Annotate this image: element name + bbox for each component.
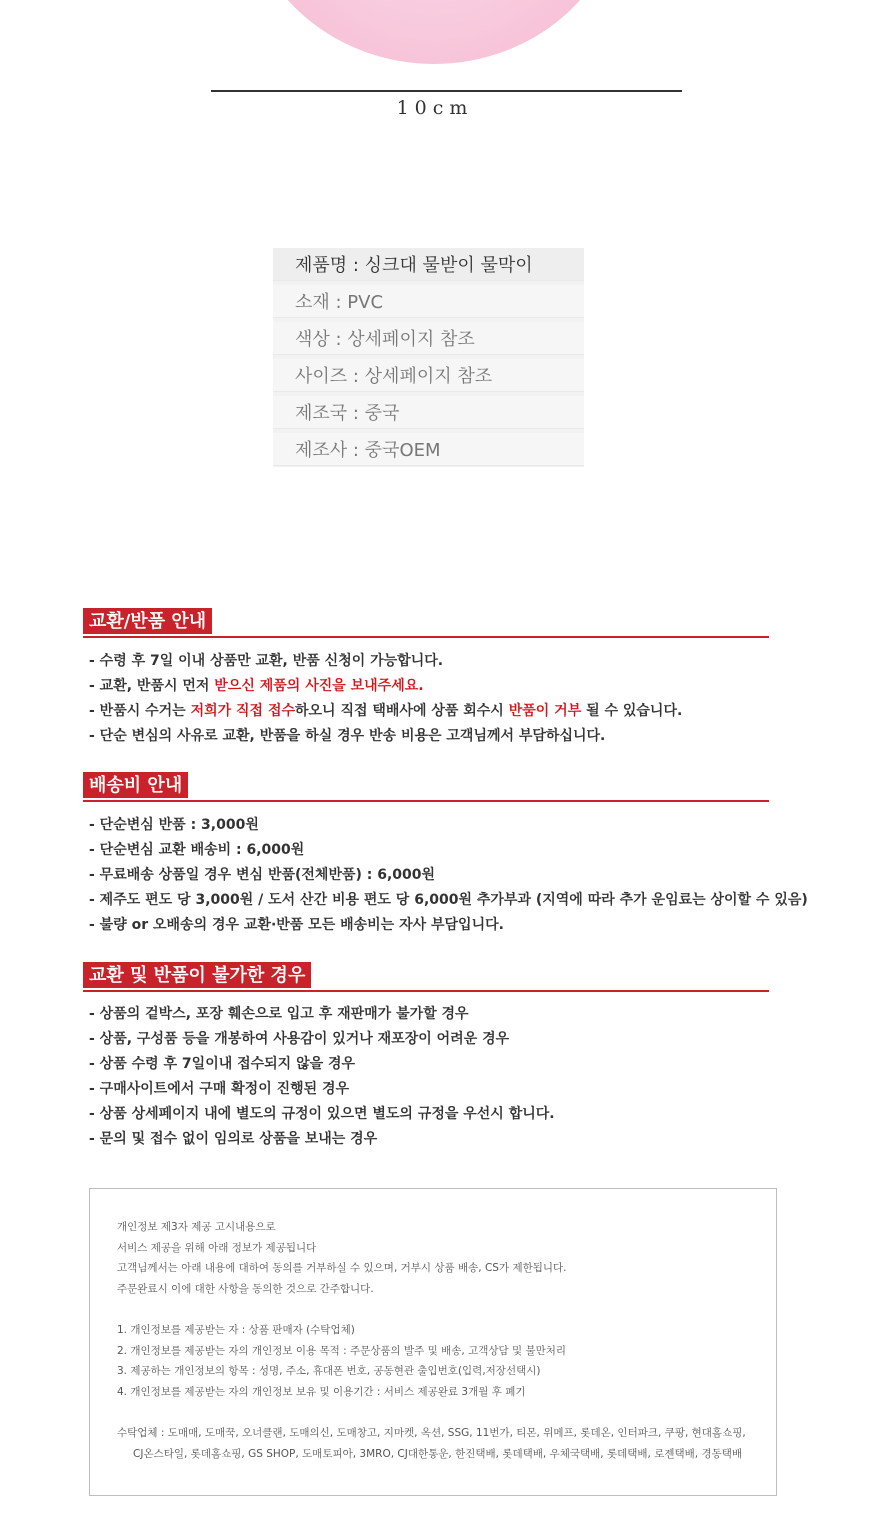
notice-list-item [89, 1052, 555, 1077]
list-text: - 수령 후 7일 이내 상품만 교환, 반품 신청이 가능합니다. [89, 653, 444, 669]
impossible-section-header [83, 962, 769, 992]
shipping-section-header [83, 772, 769, 802]
list-text: - 단순변심 교환 배송비 : 6,000원 [89, 842, 305, 858]
spec-row-material: 소재 : PVC [273, 285, 584, 318]
highlight-text: 반품이 거부 [508, 703, 582, 719]
notice-list-item [89, 649, 682, 674]
privacy-item: 1. 개인정보를 제공받는 자 : 상품 판매자 (수탁업체) [117, 1323, 355, 1336]
shipping-section-title: 배송비 안내 [83, 772, 188, 798]
exchange-section-title: 교환/반품 안내 [83, 608, 212, 634]
notice-list-item [89, 838, 808, 863]
privacy-intro-line: 주문완료시 이에 대한 사항을 동의한 것으로 간주합니다. [117, 1282, 374, 1295]
spec-table [273, 248, 584, 467]
privacy-notice-text [117, 1217, 746, 1464]
spec-row-size: 사이즈 : 상세페이지 참조 [273, 359, 584, 392]
list-text: - 제주도 편도 당 3,000원 / 도서 산간 비용 편도 당 6,000원 추가부과 (지역에 따라 추가 운임료는 상이할 수 있음) [89, 892, 808, 908]
shipping-list [89, 813, 808, 938]
privacy-item: 3. 제공하는 개인정보의 항목 : 성명, 주소, 휴대폰 번호, 공동현관 출입번호(입력,저장선택시) [117, 1365, 541, 1378]
notice-list-item [89, 724, 682, 749]
product-image-partial [242, 0, 626, 64]
spec-row-name: 제품명 : 싱크대 물받이 물막이 [273, 248, 584, 281]
list-text: - 문의 및 접수 없이 임의로 상품을 보내는 경우 [89, 1131, 378, 1147]
list-text: - 구매사이트에서 구매 확정이 진행된 경우 [89, 1081, 350, 1097]
privacy-intro-line: 고객님께서는 아래 내용에 대하여 동의를 거부하실 수 있으며, 거부시 상품 배송, CS가 제한됩니다. [117, 1262, 567, 1275]
notice-list-item [89, 674, 682, 699]
list-text: - 상품의 겉박스, 포장 훼손으로 입고 후 재판매가 불가할 경우 [89, 1006, 469, 1022]
notice-list-item [89, 1027, 555, 1052]
list-text: - 반품시 수거는 [89, 703, 191, 719]
notice-list-item [89, 699, 682, 724]
privacy-trustees: 수탁업체 : 도매매, 도매꾹, 오너클랜, 도매의신, 도매창고, 지마켓, 옥션, SSG, 11번가, 티몬, 위메프, 롯데온, 인터파크, 쿠팡, 현대홈쇼핑, [117, 1426, 746, 1439]
list-text: - 상품, 구성품 등을 개봉하여 사용감이 있거나 재포장이 어려운 경우 [89, 1031, 510, 1047]
list-text: - 단순 변심의 사유로 교환, 반품을 하실 경우 반송 비용은 고객님께서 부담하십니다. [89, 728, 606, 744]
dimension-line [211, 90, 682, 92]
list-text: 하오니 직접 택배사에 상품 회수시 [295, 703, 509, 719]
spec-row-maker: 제조사 : 중국OEM [273, 433, 584, 466]
impossible-list [89, 1002, 555, 1152]
notice-list-item [89, 813, 808, 838]
privacy-notice-box [89, 1188, 777, 1496]
spec-row-color: 색상 : 상세페이지 참조 [273, 322, 584, 355]
notice-list-item [89, 863, 808, 888]
list-text: 될 수 있습니다. [581, 703, 683, 719]
exchange-section-header [83, 608, 769, 638]
privacy-intro-line: 서비스 제공을 위해 아래 정보가 제공됩니다 [117, 1241, 317, 1254]
notice-list-item [89, 1127, 555, 1152]
highlight-text: 받으신 제품의 사진을 보내주세요. [214, 678, 424, 694]
notice-list-item [89, 1002, 555, 1027]
privacy-item: 4. 개인정보를 제공받는 자의 개인정보 보유 및 이용기간 : 서비스 제공완료 3개월 후 폐기 [117, 1385, 526, 1398]
exchange-list [89, 649, 682, 749]
privacy-trustees-cont: CJ온스타일, 롯데홈쇼핑, GS SHOP, 도매토피아, 3MRO, CJ대한통운, 한진택배, 롯데택배, 우체국택배, 롯데택배, 로젠택배, 경동택배 [133, 1447, 743, 1460]
impossible-section-title: 교환 및 반품이 불가한 경우 [83, 962, 311, 988]
list-text: - 상품 수령 후 7일이내 접수되지 않을 경우 [89, 1056, 356, 1072]
notice-list-item [89, 1077, 555, 1102]
notice-list-item [89, 913, 808, 938]
notice-list-item [89, 888, 808, 913]
highlight-text: 저희가 직접 접수 [190, 703, 295, 719]
list-text: - 불량 or 오배송의 경우 교환·반품 모든 배송비는 자사 부담입니다. [89, 917, 504, 933]
list-text: - 단순변심 반품 : 3,000원 [89, 817, 259, 833]
notice-list-item [89, 1102, 555, 1127]
privacy-item: 2. 개인정보를 제공받는 자의 개인정보 이용 목적 : 주문상품의 발주 및 배송, 고객상담 및 불만처리 [117, 1344, 567, 1357]
list-text: - 상품 상세페이지 내에 별도의 규정이 있으면 별도의 규정을 우선시 합니다. [89, 1106, 555, 1122]
list-text: - 무료배송 상품일 경우 변심 반품(전체반품) : 6,000원 [89, 867, 436, 883]
spec-row-country: 제조국 : 중국 [273, 396, 584, 429]
privacy-intro-line: 개인정보 제3자 제공 고시내용으로 [117, 1221, 276, 1233]
dimension-label: 10cm [396, 97, 474, 119]
list-text: - 교환, 반품시 먼저 [89, 678, 215, 694]
